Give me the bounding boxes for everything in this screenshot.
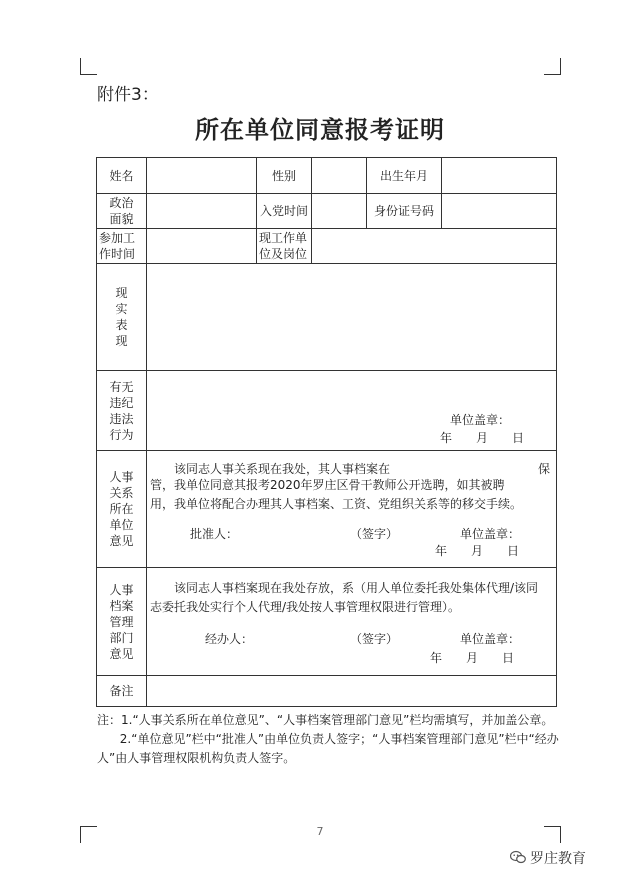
table-row xyxy=(97,676,557,707)
performance-label: 现实表现 xyxy=(97,264,147,371)
politics-cell[interactable] xyxy=(147,194,257,229)
page-title: 所在单位同意报考证明 xyxy=(195,116,445,144)
birth-label: 出生年月 xyxy=(367,158,442,194)
unit-opinion-text-tail: 保 xyxy=(537,461,550,476)
table-row xyxy=(97,451,557,568)
table-row xyxy=(97,264,557,371)
table-row xyxy=(97,194,557,229)
notes xyxy=(97,711,567,768)
remarks-label: 备注 xyxy=(97,676,147,707)
unit-opinion-text-1: 该同志人事关系现在我处，其人事档案在 xyxy=(174,461,391,476)
worktime-cell[interactable] xyxy=(147,229,257,264)
worktime-label: 参加工作时间 xyxy=(97,229,147,264)
page-number: 7 xyxy=(316,825,324,838)
unit-opinion-label: 人事关系所在单位意见 xyxy=(97,451,147,568)
seal-label: 单位盖章： xyxy=(450,412,511,427)
sign-label: （签字） xyxy=(350,631,399,646)
date-label: 年 月 日 xyxy=(440,430,525,445)
sign-label: （签字） xyxy=(350,526,399,541)
gender-cell[interactable] xyxy=(312,158,367,194)
watermark: 罗庄教育 xyxy=(530,851,586,867)
crop-mark-top-right xyxy=(544,58,561,75)
table-row xyxy=(97,158,557,194)
birth-cell[interactable] xyxy=(442,158,557,194)
party-cell[interactable] xyxy=(312,194,367,229)
party-label: 入党时间 xyxy=(257,194,312,229)
date-label: 年 月 日 xyxy=(430,650,515,665)
unit-cell[interactable] xyxy=(312,229,557,264)
id-cell[interactable] xyxy=(442,194,557,229)
wechat-icon xyxy=(510,850,526,864)
name-cell[interactable] xyxy=(147,158,257,194)
gender-label: 性别 xyxy=(257,158,312,194)
unit-opinion-cell[interactable] xyxy=(147,451,557,568)
note-1: 注：1.“人事关系所在单位意见”、“人事档案管理部门意见”栏均需填写，并加盖公章。 xyxy=(97,713,554,727)
id-label: 身份证号码 xyxy=(367,194,442,229)
archive-opinion-text: 该同志人事档案现在我处存放，系（用人单位委托我处集体代理/该同志委托我处实行个人代理/我处按人事管理权限进行管理）。 xyxy=(150,580,539,614)
table-row xyxy=(97,568,557,676)
note-2: 2.“单位意见”栏中“批准人”由单位负责人签字；“人事档案管理部门意见”栏中“经办人”由人事管理权限机构负责人签字。 xyxy=(97,732,559,765)
violation-label: 有无违纪违法行为 xyxy=(97,371,147,451)
date-label: 年 月 日 xyxy=(435,543,520,558)
seal-label: 单位盖章： xyxy=(460,526,521,541)
seal-label: 单位盖章： xyxy=(460,631,521,646)
attachment-label: 附件3： xyxy=(97,85,159,105)
consent-form-table xyxy=(96,157,557,707)
violation-cell[interactable] xyxy=(147,371,557,451)
table-row xyxy=(97,371,557,451)
performance-cell[interactable] xyxy=(147,264,557,371)
handler-label: 经办人： xyxy=(205,631,254,646)
unit-opinion-text-2: 管，我单位同意其报考2020年罗庄区骨干教师公开选聘，如其被聘用，我单位将配合办理其人事档案、工资、党组织关系等的移交手续。 xyxy=(150,477,523,511)
archive-opinion-cell[interactable] xyxy=(147,568,557,676)
approver-label: 批准人： xyxy=(190,526,239,541)
archive-opinion-label: 人事档案管理部门意见 xyxy=(97,568,147,676)
unit-label: 现工作单位及岗位 xyxy=(257,229,312,264)
crop-mark-top-left xyxy=(80,58,97,75)
table-row xyxy=(97,229,557,264)
politics-label: 政治面貌 xyxy=(97,194,147,229)
name-label: 姓名 xyxy=(97,158,147,194)
remarks-cell[interactable] xyxy=(147,676,557,707)
